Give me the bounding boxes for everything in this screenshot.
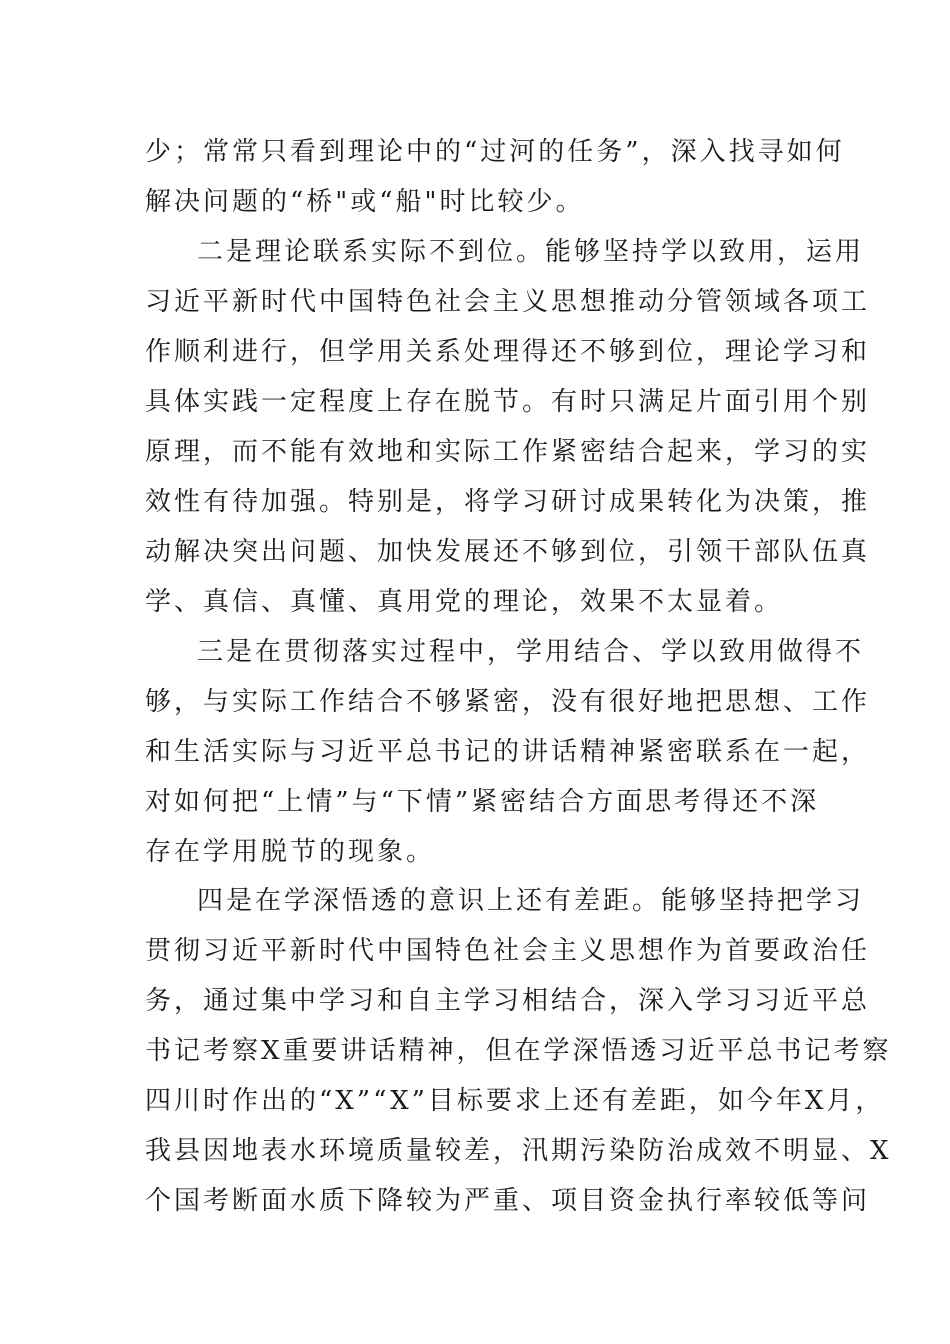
text-line: 和生活实际与习近平总书记的讲话精神紧密联系在一起，	[145, 737, 871, 767]
text-line: 个国考断面水质下降较为严重、项目资金执行率较低等问	[145, 1186, 871, 1216]
text-line: 效性有待加强。特别是，将学习研讨成果转化为决策，推	[145, 487, 871, 517]
text-line: 对如何把“上情”与“下情”紧密结合方面思考得还不深	[145, 787, 820, 817]
text-line: 动解决突出问题、加快发展还不够到位，引领干部队伍真	[145, 537, 871, 567]
text-line: 习近平新时代中国特色社会主义思想推动分管领域各项工	[145, 287, 871, 317]
text-line: 够，与实际工作结合不够紧密，没有很好地把思想、工作	[145, 687, 871, 717]
text-line: 解决问题的“桥"或“船"时比较少。	[145, 187, 585, 217]
text-line: 少；常常只看到理论中的“过河的任务”，深入找寻如何	[145, 137, 845, 167]
paragraph-first-line: 三是在贯彻落实过程中，学用结合、学以致用做得不	[197, 637, 865, 667]
paragraph-first-line: 四是在学深悟透的意识上还有差距。能够坚持把学习	[197, 886, 865, 916]
text-line: 具体实践一定程度上存在脱节。有时只满足片面引用个别	[145, 387, 871, 417]
text-line: 贯彻习近平新时代中国特色社会主义思想作为首要政治任	[145, 936, 871, 966]
text-line: 存在学用脱节的现象。	[145, 837, 436, 867]
text-line: 我县因地表水环境质量较差，汛期污染防治成效不明显、X	[145, 1136, 892, 1166]
text-line: 学、真信、真懂、真用党的理论，效果不太显着。	[145, 587, 784, 617]
paragraph-first-line: 二是理论联系实际不到位。能够坚持学以致用，运用	[197, 237, 865, 267]
text-line: 务，通过集中学习和自主学习相结合，深入学习习近平总	[145, 986, 871, 1016]
text-line: 书记考察X重要讲话精神，但在学深悟透习近平总书记考察	[145, 1036, 892, 1066]
text-line: 作顺利进行，但学用关系处理得还不够到位，理论学习和	[145, 337, 871, 367]
text-line: 四川时作出的“X”“X”目标要求上还有差距，如今年X月，	[145, 1086, 885, 1116]
text-line: 原理，而不能有效地和实际工作紧密结合起来，学习的实	[145, 437, 871, 467]
